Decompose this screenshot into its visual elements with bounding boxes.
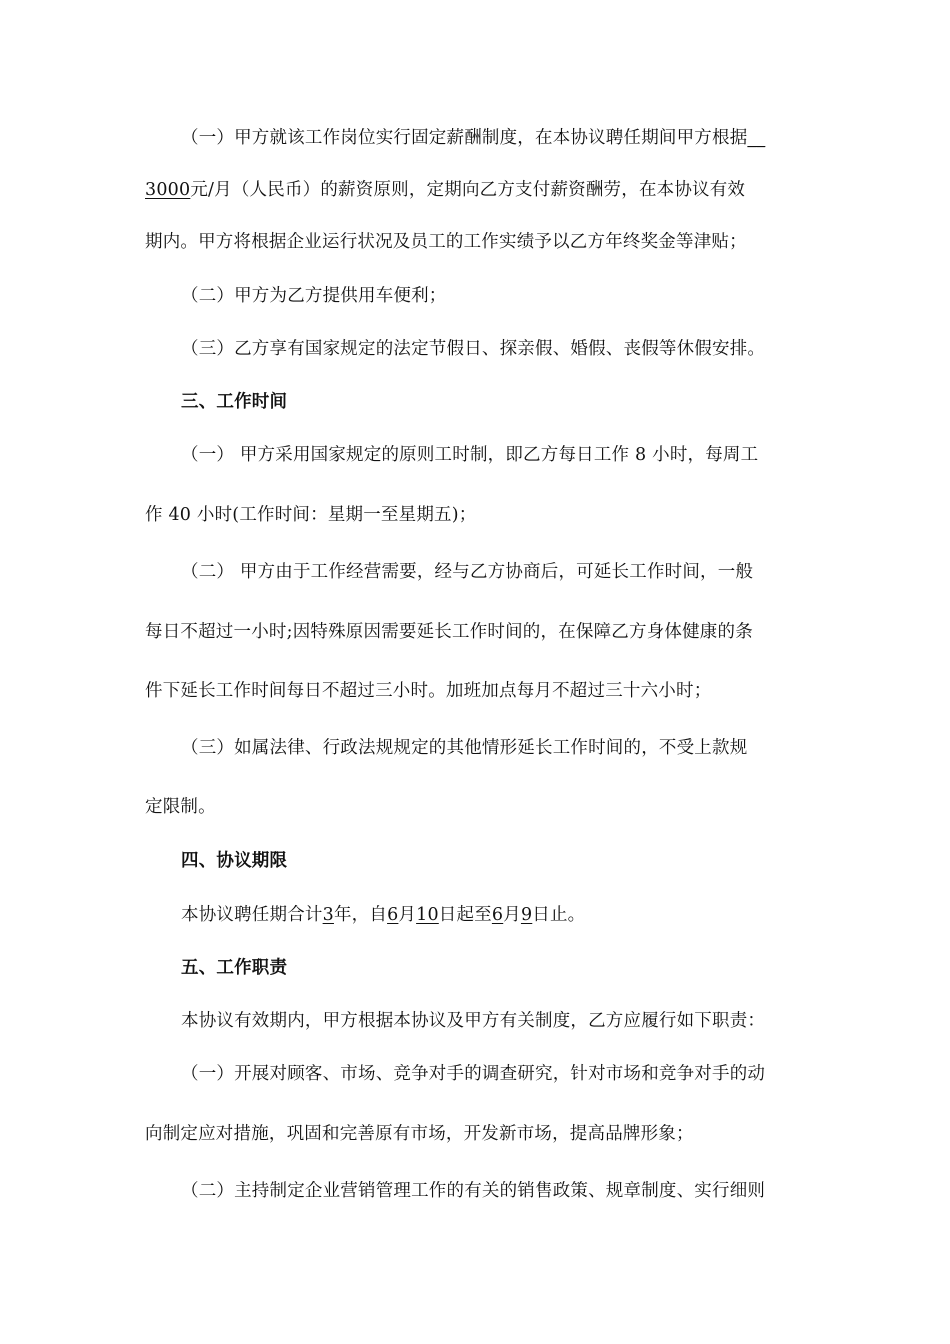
section3-item2-line3: 件下延长工作时间每日不超过三小时。加班加点每月不超过三十六小时； [145, 681, 712, 701]
section5-heading: 五、工作职责 [181, 958, 288, 978]
section5-intro: 本协议有效期内，甲方根据本协议及甲方有关制度，乙方应履行如下职责： [181, 1011, 766, 1031]
term-text-1: 本协议聘任期合计 [181, 905, 323, 925]
section3-item3-line2: 定限制。 [145, 797, 216, 817]
salary-item1-line2 [145, 178, 745, 202]
salary-amount: 3000 [145, 180, 191, 200]
section3-heading: 三、工作时间 [181, 392, 288, 412]
salary-item1-line3: 期内。甲方将根据企业运行状况及员工的工作实绩予以乙方年终奖金等津贴； [145, 232, 747, 252]
section4-term-line [181, 903, 585, 927]
term-start-month: 6 [387, 905, 399, 925]
term-text-3: 月 [398, 905, 417, 925]
term-years: 3 [322, 905, 334, 925]
term-end-day: 9 [520, 905, 533, 925]
section3-item1-line2: 作 40 小时(工作时间：星期一至星期五)； [145, 505, 477, 525]
salary-item2: （二）甲方为乙方提供用车便利； [181, 286, 447, 306]
section5-item1-line2: 向制定应对措施，巩固和完善原有市场，开发新市场，提高品牌形象； [145, 1124, 694, 1144]
section3-item3-line1: （三）如属法律、行政法规规定的其他情形延长工作时间的，不受上款规 [181, 738, 748, 758]
salary-item1-line1 [181, 126, 765, 150]
term-text-6: 日止。 [532, 905, 586, 925]
section3-item1-line1: （一） 甲方采用国家规定的原则工时制，即乙方每日工作 8 小时，每周工 [181, 445, 759, 465]
term-text-5: 月 [503, 905, 521, 925]
section5-item1-line1: （一）开展对顾客、市场、竞争对手的调查研究，针对市场和竞争对手的动 [181, 1064, 766, 1084]
salary-item1-line2-rest: 元/月（人民币）的薪资原则，定期向乙方支付薪资酬劳，在本协议有效 [190, 180, 746, 200]
salary-item3: （三）乙方享有国家规定的法定节假日、探亲假、婚假、丧假等休假安排。 [181, 339, 766, 359]
section3-item2-line1: （二） 甲方由于工作经营需要，经与乙方协商后，可延长工作时间，一般 [181, 562, 754, 582]
section3-item2-line2: 每日不超过一小时;因特殊原因需要延长工作时间的，在保障乙方身体健康的条 [145, 622, 753, 642]
term-start-day: 10 [416, 905, 439, 925]
salary-blank: __ [747, 128, 766, 148]
section5-item2-line1: （二）主持制定企业营销管理工作的有关的销售政策、规章制度、实行细则 [181, 1181, 766, 1201]
term-text-4: 日起至 [438, 905, 492, 925]
section4-heading: 四、协议期限 [181, 851, 288, 871]
salary-item1-prefix: （一）甲方就该工作岗位实行固定薪酬制度，在本协议聘任期间甲方根据 [181, 128, 748, 148]
term-text-2: 年，自 [333, 905, 388, 925]
term-end-month: 6 [491, 905, 504, 925]
